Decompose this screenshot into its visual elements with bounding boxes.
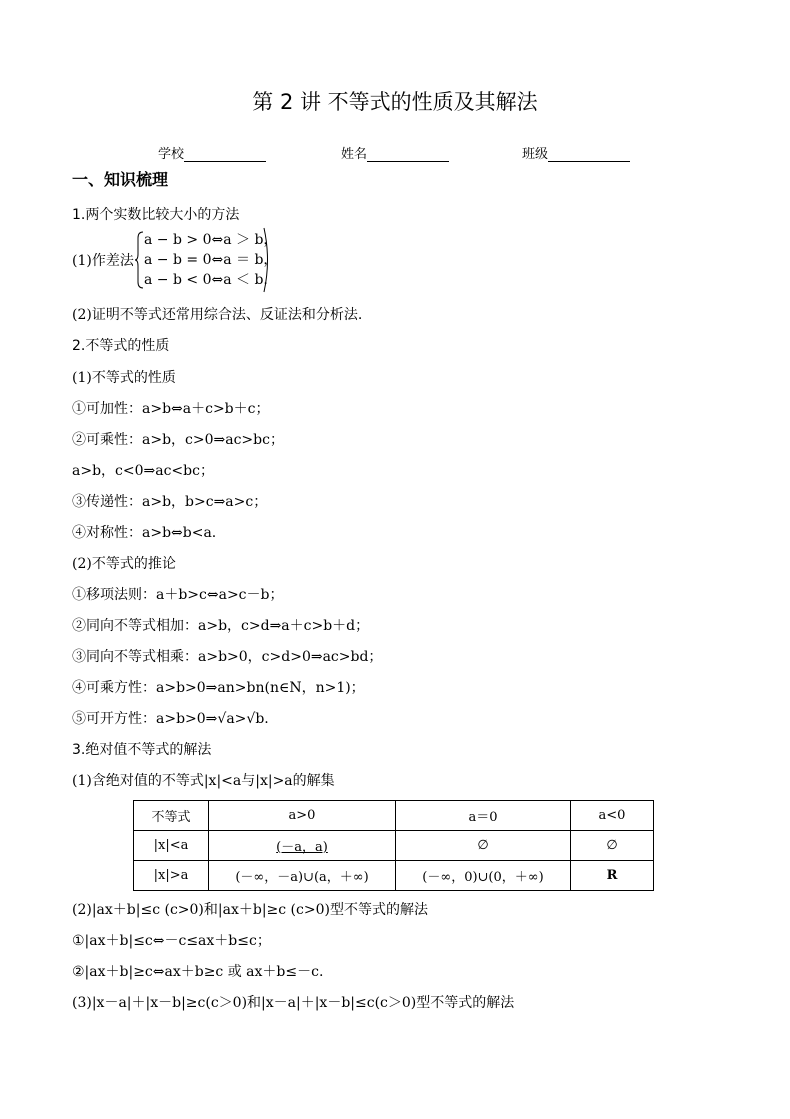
topic2-heading: 2.不等式的性质 — [72, 338, 170, 354]
table-cell: |x|>a — [134, 861, 209, 891]
property-additive: ①可加性：a>b⇔a＋c>b＋c； — [72, 401, 270, 417]
diff-line-2: a − b = 0⇔a ＝ b， — [144, 252, 278, 268]
table-cell: (－∞，0)∪(0，＋∞) — [396, 861, 571, 891]
topic1-other-methods: (2)证明不等式还常用综合法、反证法和分析法. — [72, 307, 363, 323]
topic3-sub2: (2)|ax＋b|≤c (c>0)和|ax＋b|≥c (c>0)型不等式的解法 — [72, 902, 428, 918]
corollary-root: ⑤可开方性：a>b>0⇒√a>√b. — [72, 711, 269, 727]
table-header-cell: a＝0 — [396, 801, 571, 831]
table-row — [134, 861, 654, 891]
school-field[interactable] — [158, 143, 266, 162]
table-cell: (－a，a) — [209, 831, 396, 861]
difference-method-label: (1)作差法 — [72, 253, 134, 269]
right-paren-icon — [262, 226, 272, 294]
abs-rule-ge: ②|ax＋b|≥c⇔ax＋b≥c 或 ax＋b≤－c. — [72, 964, 324, 980]
topic2-sub1: (1)不等式的性质 — [72, 370, 176, 386]
property-transitive: ③传递性：a>b，b>c⇒a>c； — [72, 494, 268, 510]
topic2-sub2: (2)不等式的推论 — [72, 556, 176, 572]
class-label: 班级 — [522, 147, 549, 162]
page-title: 第 2 讲 不等式的性质及其解法 — [252, 90, 538, 114]
class-blank[interactable] — [548, 147, 630, 162]
name-blank[interactable] — [367, 147, 449, 162]
table-header-cell: 不等式 — [134, 801, 209, 831]
table-row — [134, 831, 654, 861]
table-cell: (－∞，－a)∪(a，＋∞) — [209, 861, 396, 891]
name-label: 姓名 — [341, 147, 368, 162]
table-header-row — [134, 801, 654, 831]
table-cell: |x|<a — [134, 831, 209, 861]
class-field[interactable] — [522, 143, 630, 162]
table-cell: ∅ — [571, 831, 654, 861]
topic1-heading: 1.两个实数比较大小的方法 — [72, 207, 240, 223]
school-label: 学校 — [158, 147, 185, 162]
property-symmetric: ④对称性：a>b⇔b<a. — [72, 525, 217, 541]
table-cell: ∅ — [396, 831, 571, 861]
section-heading-knowledge: 一、知识梳理 — [72, 170, 169, 189]
left-brace-icon — [134, 230, 144, 290]
topic3-heading: 3.绝对值不等式的解法 — [72, 742, 212, 758]
table-header-cell: a<0 — [571, 801, 654, 831]
property-multiplicative: ②可乘性：a>b，c>0⇒ac>bc； — [72, 432, 284, 448]
table-cell: R — [571, 861, 654, 891]
diff-line-1: a − b > 0⇔a ＞ b， — [144, 232, 278, 248]
name-field[interactable] — [341, 143, 449, 162]
abs-rule-le: ①|ax＋b|≤c⇔－c≤ax＋b≤c； — [72, 933, 271, 949]
table-header-cell: a>0 — [209, 801, 396, 831]
property-multiplicative-negative: a>b，c<0⇒ac<bc； — [72, 463, 214, 479]
difference-method-lines — [144, 230, 277, 290]
topic3-sub1: (1)含绝对值的不等式|x|<a与|x|>a的解集 — [72, 773, 335, 789]
diff-line-3: a − b < 0⇔a ＜ b. — [144, 272, 268, 288]
corollary-power: ④可乘方性：a>b>0⇒an>bn(n∈N，n>1)； — [72, 680, 365, 696]
school-blank[interactable] — [184, 147, 266, 162]
absolute-value-solution-table — [133, 800, 654, 891]
corollary-transposition: ①移项法则：a＋b>c⇔a>c－b； — [72, 587, 284, 603]
corollary-multiplication: ③同向不等式相乘：a>b>0，c>d>0⇒ac>bd； — [72, 649, 383, 665]
corollary-addition: ②同向不等式相加：a>b，c>d⇒a＋c>b＋d； — [72, 618, 370, 634]
topic3-sub3: (3)|x－a|＋|x－b|≥c(c＞0)和|x－a|＋|x－b|≤c(c＞0)型不等式的解法 — [72, 995, 515, 1011]
